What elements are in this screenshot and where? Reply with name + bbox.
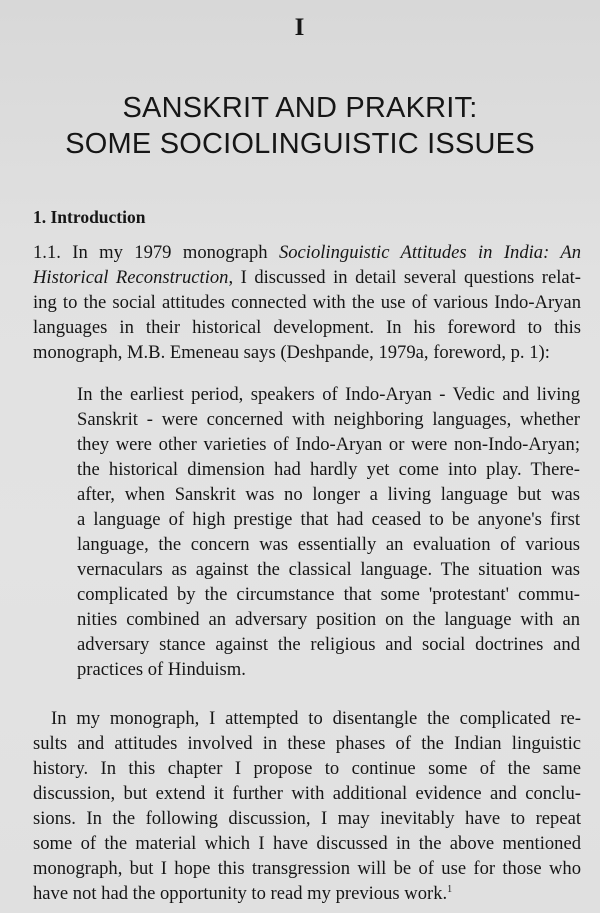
chapter-title-line-2: SOME SOCIOLINGUISTIC ISSUES bbox=[65, 128, 535, 160]
paragraph-2-text: have not had the opportunity to read my previous work. bbox=[33, 883, 448, 904]
paragraph-1-text: 1.1. In my 1979 monograph bbox=[33, 242, 279, 263]
quote-line: practices of Hinduism. bbox=[77, 659, 246, 680]
paragraph-2-line: discussion, but extend it further with additional evidence and conclu- bbox=[33, 783, 581, 804]
paragraph-2-line: sions. In the following discussion, I may inevitably have to repeat bbox=[33, 808, 581, 829]
paragraph-2-line: monograph, but I hope this transgression will be of use for those who bbox=[33, 858, 581, 879]
quote-line: a language of high prestige that had ceased to be anyone's first bbox=[77, 509, 580, 530]
paragraph-2-line: In my monograph, I attempted to disentangle the complicated re- bbox=[51, 708, 581, 729]
paragraph-1-text: , I discussed in detail several questions relat- bbox=[228, 267, 581, 288]
quote-line: complicated by the circumstance that some 'protestant' commu- bbox=[77, 584, 580, 605]
paragraph-1-line: languages in their historical development. In his foreword to this bbox=[33, 317, 581, 338]
quote-line: adversary stance against the religious and social doctrines and bbox=[77, 634, 580, 655]
chapter-title-line-1: SANSKRIT AND PRAKRIT: bbox=[122, 92, 478, 124]
monograph-title-italic: Historical Reconstruction bbox=[33, 267, 229, 288]
paragraph-2-line bbox=[33, 881, 581, 906]
quote-line: after, when Sanskrit was no longer a living language but was bbox=[77, 484, 580, 505]
paragraph-2-line: sults and attitudes involved in these phases of the Indian linguistic bbox=[33, 733, 581, 754]
quote-line: In the earliest period, speakers of Indo-Aryan - Vedic and living bbox=[77, 384, 580, 405]
paragraph-2-line: history. In this chapter I propose to continue some of the same bbox=[33, 758, 581, 779]
section-heading: 1. Introduction bbox=[33, 207, 146, 227]
chapter-number: I bbox=[294, 14, 306, 41]
quote-line: the historical dimension had hardly yet come into play. There- bbox=[77, 459, 580, 480]
quote-line: they were other varieties of Indo-Aryan or were non-Indo-Aryan; bbox=[77, 434, 580, 455]
paragraph-1-line: monograph, M.B. Emeneau says (Deshpande, 1979a, foreword, p. 1): bbox=[33, 342, 550, 363]
paragraph-1-line: ing to the social attitudes connected with the use of various Indo-Aryan bbox=[33, 292, 581, 313]
monograph-title-italic: Sociolinguistic Attitudes in India: An bbox=[278, 242, 581, 263]
paragraph-1-line bbox=[33, 265, 581, 290]
quote-line: nities combined an adversary position on the language with an bbox=[77, 609, 580, 630]
quote-line: Sanskrit - were concerned with neighboring languages, whether bbox=[77, 409, 580, 430]
quote-line: vernaculars as against the classical language. The situation was bbox=[77, 559, 580, 580]
paragraph-1-line bbox=[33, 240, 581, 265]
quote-line: language, the concern was essentially an evaluation of various bbox=[77, 534, 580, 555]
paragraph-2-line: some of the material which I have discussed in the above mentioned bbox=[33, 833, 581, 854]
footnote-marker[interactable]: 1 bbox=[447, 883, 453, 895]
